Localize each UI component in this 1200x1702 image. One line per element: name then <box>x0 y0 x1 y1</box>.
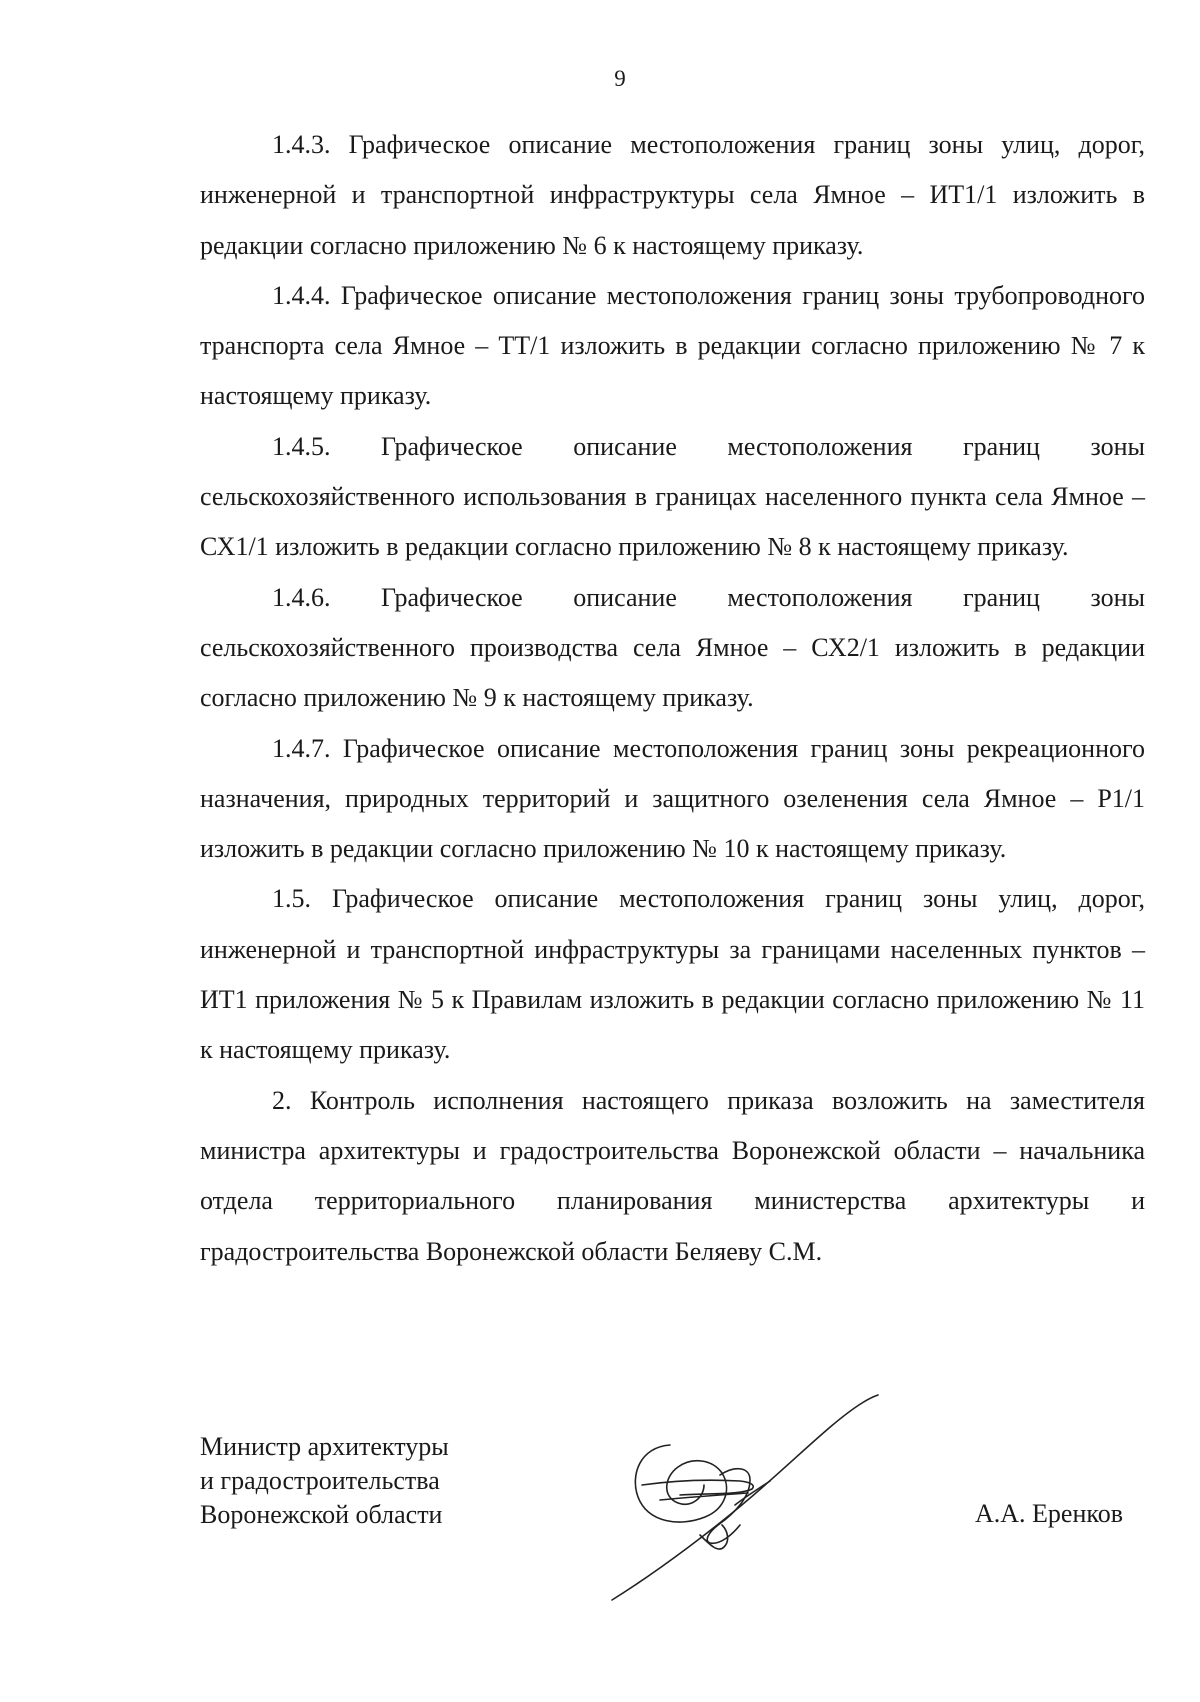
paragraph-1-4-5: 1.4.5. Графическое описание местоположения границ зоны сельскохозяйственного использования в границах населенного пункта села Ямное – СХ1/1 изложить в редакции согласно приложению № 8 к настоящему приказу. <box>200 431 1145 562</box>
signatory-title <box>200 1430 449 1532</box>
page-number: 9 <box>614 66 626 91</box>
paragraph-1-5: 1.5. Графическое описание местоположения границ зоны улиц, дорог, инженерной и транспортной инфраструктуры за границами населенных пунктов – ИТ1 приложения № 5 к Правилам изложить в редакции согласно приложению № 11 к настоящему приказу. <box>200 884 1145 1065</box>
signatory-title-line-1: Министр архитектуры <box>200 1432 449 1461</box>
paragraph-2: 2. Контроль исполнения настоящего приказа возложить на заместителя министра архитектуры и градостроительства Воронежской области – начальника отдела территориального планирования министерства архитектуры и градостроительства Воронежской области Беляеву С.М. <box>200 1085 1145 1266</box>
signatory-title-line-2: и градостроительства <box>200 1466 440 1495</box>
handwritten-signature <box>600 1385 960 1615</box>
signer-name: А.А. Еренков <box>975 1499 1123 1528</box>
paragraph-1-4-4: 1.4.4. Графическое описание местоположения границ зоны трубопроводного транспорта села Ямное – ТТ/1 изложить в редакции согласно приложению № 7 к настоящему приказу. <box>200 280 1145 411</box>
signatory-title-line-3: Воронежской области <box>200 1500 443 1529</box>
paragraph-1-4-6: 1.4.6. Графическое описание местоположения границ зоны сельскохозяйственного производства села Ямное – СХ2/1 изложить в редакции согласно приложению № 9 к настоящему приказу. <box>200 582 1145 713</box>
document-body <box>200 120 1145 1277</box>
paragraph-1-4-7: 1.4.7. Графическое описание местоположения границ зоны рекреационного назначения, природных территорий и защитного озеленения села Ямное – Р1/1 изложить в редакции согласно приложению № 10 к настоящему приказу. <box>200 733 1145 864</box>
paragraph-1-4-3: 1.4.3. Графическое описание местоположения границ зоны улиц, дорог, инженерной и транспортной инфраструктуры села Ямное – ИТ1/1 изложить в редакции согласно приложению № 6 к настоящему приказу. <box>200 130 1145 260</box>
